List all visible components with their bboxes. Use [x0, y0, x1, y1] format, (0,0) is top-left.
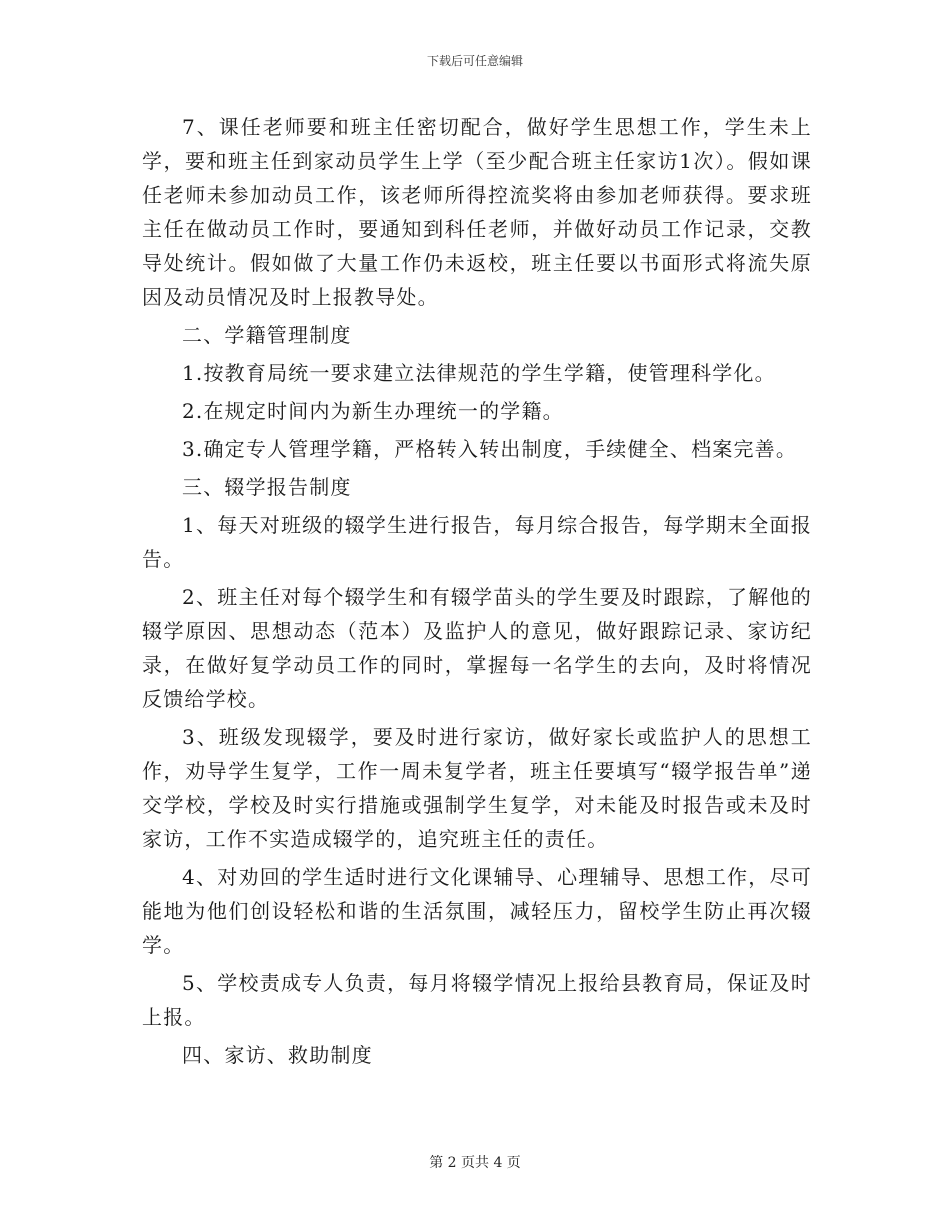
- document-body: [142, 110, 812, 1076]
- page-header: 下载后可任意编辑: [426, 54, 523, 68]
- enrollment-item-3: 3.确定专人管理学籍，严格转入转出制度，手续健全、档案完善。: [182, 437, 798, 461]
- paragraph-7-teacher-cooperation: 7、课任老师要和班主任密切配合，做好学生思想工作，学生未上学，要和班主任到家动员学生上学（至少配合班主任家访1次）。假如课任老师未参加动员工作，该老师所得控流奖将由参加老师获得。要求班主任在做动员工作时，要通知到科任老师，并做好动员工作记录，交教导处统计。假如做了大量工作仍未返校，班主任要以书面形式将流失原因及动员情况及时上报教导处。: [142, 115, 812, 309]
- dropout-item-3: 3、班级发现辍学，要及时进行家访，做好家长或监护人的思想工作，劝导学生复学，工作一周未复学者，班主任要填写“辍学报告单”递交学校，学校及时实行措施或强制学生复学，对未能及时报告或未及时家访，工作不实造成辍学的，追究班主任的责任。: [142, 725, 812, 851]
- enrollment-item-1: 1.按教育局统一要求建立法律规范的学生学籍，使管理科学化。: [182, 361, 776, 385]
- section-heading-dropout-report: 三、辍学报告制度: [182, 475, 352, 499]
- dropout-item-5: 5、学校责成专人负责，每月将辍学情况上报给县教育局，保证及时上报。: [142, 971, 812, 1029]
- section-heading-home-visit: 四、家访、救助制度: [182, 1043, 373, 1067]
- page-footer: 第 2 页共 4 页: [429, 1155, 521, 1171]
- dropout-item-1: 1、每天对班级的辍学生进行报告，每月综合报告，每学期末全面报告。: [142, 513, 812, 571]
- dropout-item-2: 2、班主任对每个辍学生和有辍学苗头的学生要及时跟踪，了解他的辍学原因、思想动态（范本）及监护人的意见，做好跟踪记录、家访纪录，在做好复学动员工作的同时，掌握每一名学生的去向，及时将情况反馈给学校。: [142, 585, 812, 711]
- enrollment-item-2: 2.在规定时间内为新生办理统一的学籍。: [182, 399, 564, 423]
- section-heading-enrollment: 二、学籍管理制度: [182, 323, 352, 347]
- dropout-item-4: 4、对劝回的学生适时进行文化课辅导、心理辅导、思想工作，尽可能地为他们创设轻松和谐的生活氛围，减轻压力，留校学生防止再次辍学。: [142, 865, 812, 957]
